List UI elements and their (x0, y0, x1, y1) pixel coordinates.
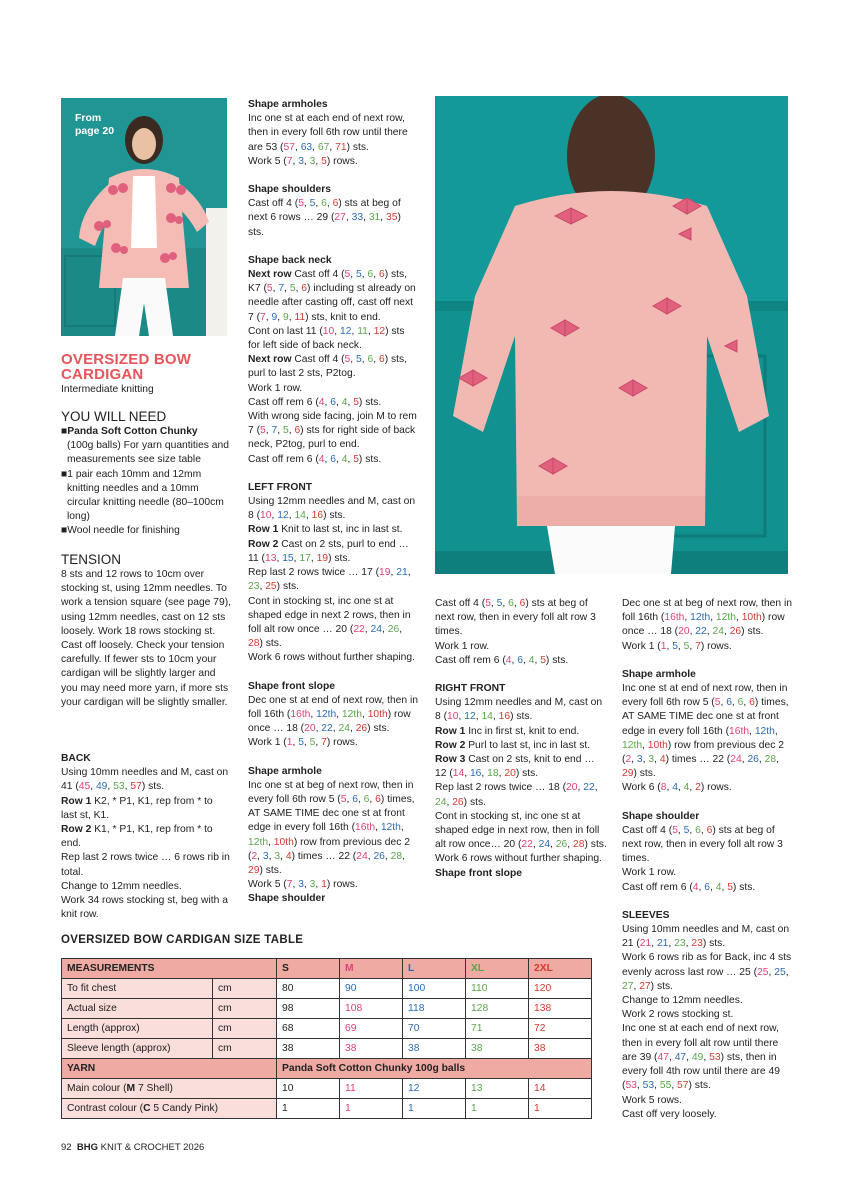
rf-slope-work: Work 1 (1, 5, 5, 7) rows. (622, 640, 732, 652)
shoulders-castoff: Cast off 4 (5, 5, 6, 6) sts at beg of next 6 rows … 29 (27, 33, 31, 35) sts. (248, 198, 401, 238)
yarn-name: Panda Soft Cotton Chunky 100g balls (277, 1059, 592, 1079)
backneck-work1: Work 1 row. (248, 382, 303, 394)
row-unit: cm (213, 999, 277, 1019)
cell: 1 (466, 1099, 529, 1119)
materials-list (61, 425, 231, 539)
you-will-need-heading: YOU WILL NEED (61, 409, 167, 424)
cell: 13 (466, 1079, 529, 1099)
skill-level (61, 383, 231, 397)
cell: 108 (340, 999, 403, 1019)
title-line1: OVERSIZED BOW (61, 351, 192, 368)
row-label: Sleeve length (approx) (62, 1039, 213, 1059)
cell: 11 (340, 1079, 403, 1099)
back-rep: Rep last 2 rows twice … 6 rows rib in total. (61, 852, 230, 878)
row-label: Actual size (62, 999, 213, 1019)
armholes-work: Work 5 (7, 3, 3, 5) rows. (248, 155, 358, 167)
cell: 71 (466, 1019, 529, 1039)
rf-shape-armhole-heading: Shape armhole (622, 668, 696, 680)
leftfront-cast-on: Using 12mm needles and M, cast on 8 (10, 12, 14, 16) sts. (248, 496, 416, 522)
shoulder-castoff-rem: Cast off rem 6 (4, 6, 4, 5) sts. (435, 654, 569, 666)
back-heading: BACK (61, 753, 91, 764)
model-front-photo (61, 98, 227, 336)
leftfront-rep: Rep last 2 rows twice … 17 (19, 21, 23, 25) sts. (248, 567, 411, 593)
header-size: L (403, 959, 466, 979)
back-row1: Row 1 K2, * P1, K1, rep from * to last st, K1. (61, 795, 213, 821)
shape-armhole-heading: Shape armhole (248, 765, 322, 777)
rf-shoulder-castoff: Cast off 4 (5, 5, 6, 6) sts at beg of next row, then in every foll alt row 3 times. (622, 824, 783, 865)
cell: 138 (529, 999, 592, 1019)
row-label: Length (approx) (62, 1019, 213, 1039)
cell: 38 (466, 1039, 529, 1059)
backneck-next2: Next row Cast off 4 (5, 5, 6, 6) sts, purl to last 2 sts, P2tog. (248, 354, 407, 380)
rf-shoulder-castoff-rem: Cast off rem 6 (4, 6, 4, 5) sts. (622, 881, 756, 893)
rf-armhole-work: Work 6 (8, 4, 4, 2) rows. (622, 782, 732, 794)
back-section (61, 752, 231, 922)
cell: 90 (340, 979, 403, 999)
tension-heading: TENSION (61, 552, 122, 567)
from-tag-line2: page 20 (75, 125, 115, 137)
table-row (62, 979, 592, 999)
rightfront-cast-on: Using 12mm needles and M, cast on 8 (10, 12, 14, 16) sts. (435, 697, 603, 723)
sleeves-castoff: Cast off very loosely. (622, 1108, 717, 1120)
cell: 80 (277, 979, 340, 999)
cell: 68 (277, 1019, 340, 1039)
column-4 (622, 597, 794, 1122)
sleeves-rib: Work 6 rows rib as for Back, inc 4 sts evenly across last row … 25 (25, 25, 27, 27) sts. (622, 952, 792, 992)
column-3 (435, 597, 607, 881)
table-row (62, 1079, 592, 1099)
cell: 72 (529, 1019, 592, 1039)
row-label: Contrast colour (C 5 Candy Pink) (62, 1099, 277, 1119)
shape-armholes-heading: Shape armholes (248, 99, 328, 110)
backneck-cont: Cont on last 11 (10, 12, 11, 12) sts for left side of back neck. (248, 325, 405, 352)
cell: 110 (466, 979, 529, 999)
rightfront-row3: Row 3 Cast on 2 sts, knit to end … 12 (14, 16, 18, 20) sts. (435, 754, 595, 780)
right-front-heading: RIGHT FRONT (435, 683, 506, 695)
sleeves-change: Change to 12mm needles. (622, 995, 743, 1007)
cell: 38 (529, 1039, 592, 1059)
shoulder-work1: Work 1 row. (435, 640, 490, 652)
cell: 12 (403, 1079, 466, 1099)
shape-front-slope-heading: Shape front slope (248, 680, 335, 692)
rightfront-rep: Rep last 2 rows twice … 18 (20, 22, 24, 26) sts. (435, 782, 598, 808)
frontslope-work: Work 1 (1, 5, 5, 7) rows. (248, 737, 358, 749)
model-back-photo (435, 96, 788, 574)
sleeves-heading: SLEEVES (622, 909, 670, 921)
shape-back-neck-heading: Shape back neck (248, 254, 332, 266)
cell: 98 (277, 999, 340, 1019)
header-size: M (340, 959, 403, 979)
size-table-header (62, 959, 592, 979)
row-unit: cm (213, 979, 277, 999)
leftfront-row2: Row 2 Cast on 2 sts, purl to end … 11 (13, 15, 17, 19) sts. (248, 538, 409, 564)
rf-armhole-inc: Inc one st at end of next row, then in every foll 6th row 5 (5, 6, 6, 6) times, AT SAME TIME dec one st at front edge in every foll 16th (16th, 12th, 12th, 10th) row from previous dec 2 (2, 3, 3, 4) times … 22 (24, 26, 28, 29) sts. (622, 683, 789, 780)
material-item-detail: (100g balls) For yarn quantities and measurements see size table (67, 440, 229, 466)
material-item: ■Panda Soft Cotton Chunky (61, 426, 198, 437)
row-unit: cm (213, 1019, 277, 1039)
backneck-castoff1: Cast off rem 6 (4, 6, 4, 5) sts. (248, 396, 382, 408)
leftfront-work6: Work 6 rows without further shaping. (248, 652, 415, 664)
size-table-title: OVERSIZED BOW CARDIGAN SIZE TABLE (61, 934, 304, 946)
back-work: Work 34 rows stocking st, beg with a knit row. (61, 895, 228, 921)
header-size: 2XL (529, 959, 592, 979)
left-front-heading: LEFT FRONT (248, 481, 313, 493)
page-footer (61, 1142, 204, 1153)
cell: 14 (529, 1079, 592, 1099)
cell: 128 (466, 999, 529, 1019)
column-2 (248, 98, 418, 907)
rightfront-row1: Row 1 Inc in first st, knit to end. (435, 725, 580, 737)
header-measurements: MEASUREMENTS (62, 959, 277, 979)
armhole-work: Work 5 (7, 3, 3, 1) rows. (248, 879, 358, 891)
from-tag-line1: From (75, 112, 102, 124)
cell: 120 (529, 979, 592, 999)
brand-logo: BHG (76, 1142, 98, 1153)
pattern-title (61, 352, 191, 382)
cell: 1 (277, 1099, 340, 1119)
rightfront-work6: Work 6 rows without further shaping. (435, 853, 602, 865)
back-cast-on: Using 10mm needles and M, cast on 41 (45, 49, 53, 57) sts. (61, 767, 229, 793)
yarn-header-row (62, 1059, 592, 1079)
rf-slope-dec: Dec one st at beg of next row, then in foll 16th (16th, 12th, 12th, 10th) row once … 18 (20, 22, 24, 26) sts. (622, 598, 793, 638)
rightfront-cont: Cont in stocking st, inc one st at shaped edge in next row, then in foll alt row once… 20 (22, 24, 26, 28) sts. (435, 810, 607, 851)
backneck-next1: Next row Cast off 4 (5, 5, 6, 6) sts, K7 (5, 7, 5, 6) including st already on needle after casting off, cast off next 7 (7, 9, 9, 11) sts, knit to end. (248, 269, 416, 323)
armholes-inc: Inc one st at each end of next row, then in every foll 6th row until there are 53 (57, 63, 67, 71) sts. (248, 113, 408, 153)
armhole-inc: Inc one st at beg of next row, then in every foll 6th row 5 (5, 6, 6, 6) times, AT SAME TIME dec one st at front edge in every foll 16th (16th, 12th, 12th, 10th) row from previous dec 2 (2, 3, 3, 4) times … 22 (24, 26, 28, 29) sts. (248, 779, 415, 876)
cell: 100 (403, 979, 466, 999)
tension-text: 8 sts and 12 rows to 10cm over stocking st, using 12mm needles. To work a tension square (see page 79), using 12mm needles, cast on 12 sts loosely. Work 18 rows stocking st. Cast off loosely. Check your tension carefully. If fewer sts to 10cm your cardigan will be slightly larger and you may need more yarn, if more sts your cardigan will be slightly smaller. (61, 569, 231, 708)
cell: 38 (340, 1039, 403, 1059)
shape-shoulders-heading: Shape shoulders (248, 184, 331, 196)
rf-shape-shoulder-heading: Shape shoulder (622, 810, 700, 822)
backneck-wrong-side: With wrong side facing, join M to rem 7 (5, 7, 5, 6) sts for right side of back neck, P2tog, purl to end. (248, 411, 417, 451)
row-unit: cm (213, 1039, 277, 1059)
page-number: 92 (61, 1142, 72, 1153)
cell: 118 (403, 999, 466, 1019)
from-page-tag (75, 112, 114, 138)
header-size: S (277, 959, 340, 979)
cell: 1 (340, 1099, 403, 1119)
shape-shoulder-heading: Shape shoulder (248, 893, 326, 905)
backneck-castoff2: Cast off rem 6 (4, 6, 4, 5) sts. (248, 453, 382, 465)
sleeves-cast-on: Using 10mm needles and M, cast on 21 (21, 21, 23, 23) sts. (622, 924, 790, 950)
cell: 10 (277, 1079, 340, 1099)
leftfront-cont: Cont in stocking st, inc one st at shaped edge in next 2 rows, then in foll alt row once … 20 (22, 24, 26, 28) sts. (248, 595, 411, 650)
material-item: ■Wool needle for finishing (61, 525, 180, 537)
leftfront-row1: Row 1 Knit to last st, inc in last st. (248, 524, 403, 536)
cell: 69 (340, 1019, 403, 1039)
cell: 70 (403, 1019, 466, 1039)
magazine-name: KNIT & CROCHET 2026 (100, 1142, 205, 1153)
sleeves-inc: Inc one st at each end of next row, then in every foll alt row until there are 39 (47, 47, 49, 53) sts, then in every foll 4th row until there are 49 (53, 53, 55, 57) sts. (622, 1023, 780, 1092)
shoulder-castoff: Cast off 4 (5, 5, 6, 6) sts at beg of next row, then in every foll alt row 3 times. (435, 598, 596, 638)
rf-shoulder-work1: Work 1 row. (622, 867, 677, 879)
table-row (62, 1099, 592, 1119)
row-label: Main colour (M 7 Shell) (62, 1079, 277, 1099)
right-shape-front-slope-heading: Shape front slope (435, 867, 522, 879)
table-row (62, 1039, 592, 1059)
yarn-header: YARN (62, 1059, 277, 1079)
rightfront-row2: Row 2 Purl to last st, inc in last st. (435, 739, 591, 751)
material-item: ■1 pair each 10mm and 12mm knitting needles and a 10mm circular knitting needle (80–100cm long) (61, 468, 224, 523)
cell: 1 (529, 1099, 592, 1119)
back-change: Change to 12mm needles. (61, 880, 182, 892)
skill-level-text: Intermediate knitting (61, 384, 154, 395)
table-row (62, 999, 592, 1019)
sleeves-work5: Work 5 rows. (622, 1094, 682, 1106)
back-row2: Row 2 K1, * P1, K1, rep from * to end. (61, 824, 213, 850)
cell: 1 (403, 1099, 466, 1119)
title-line2: CARDIGAN (61, 366, 144, 383)
cell: 38 (403, 1039, 466, 1059)
cell: 38 (277, 1039, 340, 1059)
table-row (62, 1019, 592, 1039)
frontslope-dec: Dec one st at end of next row, then in foll 16th (16th, 12th, 12th, 10th) row once … 18 (20, 22, 24, 26) sts. (248, 694, 419, 735)
sleeves-work2: Work 2 rows stocking st. (622, 1009, 734, 1021)
row-label: To fit chest (62, 979, 213, 999)
model-back-illustration (435, 96, 788, 574)
size-table (61, 958, 592, 1119)
header-size: XL (466, 959, 529, 979)
